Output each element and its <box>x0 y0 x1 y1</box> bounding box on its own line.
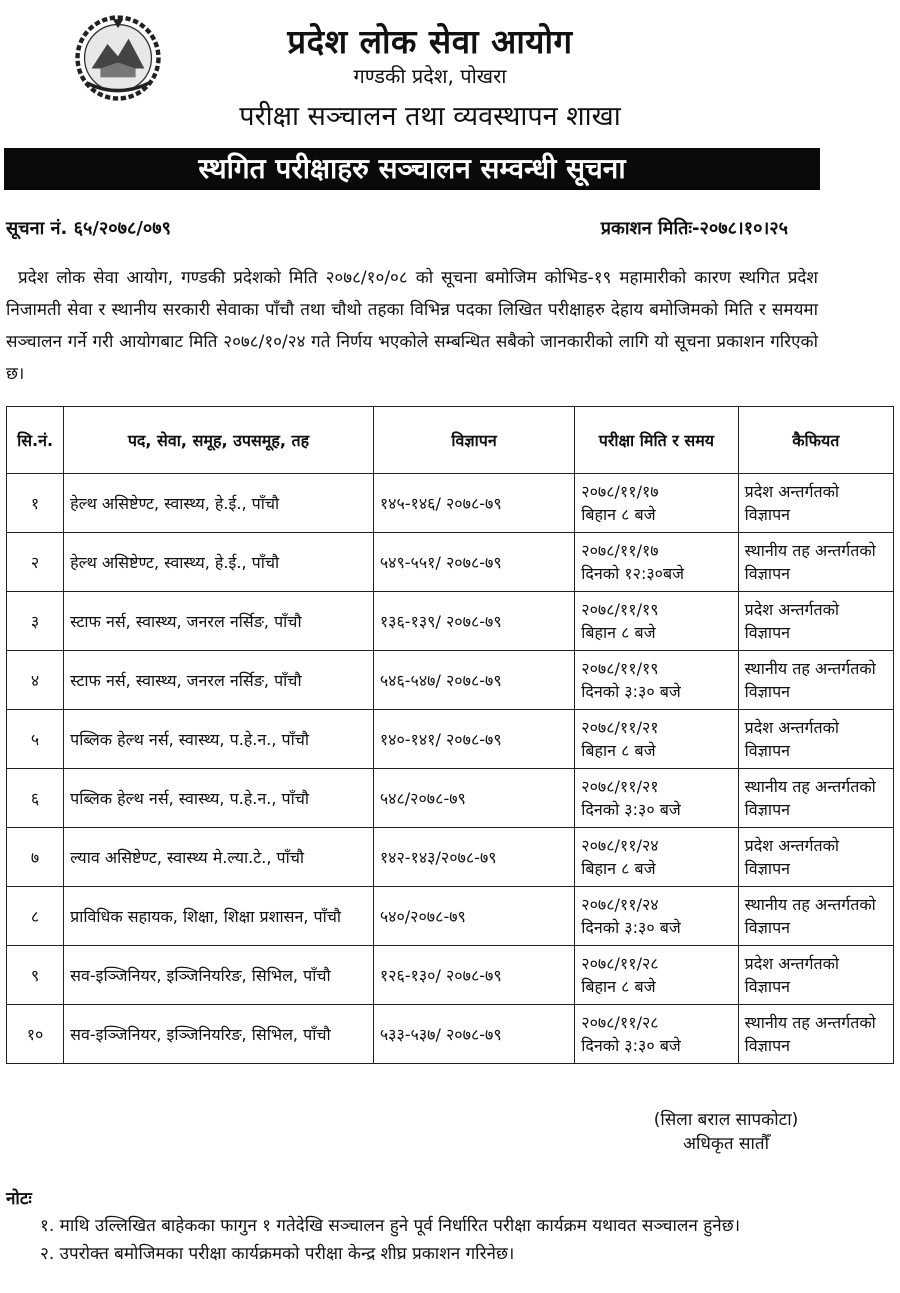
cell-exam-date <box>575 946 738 1005</box>
cell-remarks: स्थानीय तह अन्तर्गतको विज्ञापन <box>738 533 893 592</box>
cell-advertisement: १३६-१३९/ २०७८-७९ <box>373 592 574 651</box>
cell-post: स्टाफ नर्स, स्वास्थ्य, जनरल नर्सिङ, पाँचौ <box>64 592 374 651</box>
exam-date: २०७८/११/१९ <box>581 659 659 678</box>
table-row <box>7 710 894 769</box>
table-row <box>7 946 894 1005</box>
notice-number: सूचना नं. ६५/२०७८/०७९ <box>6 218 171 239</box>
exam-time: दिनको १२:३०बजे <box>581 564 684 583</box>
table-row <box>7 533 894 592</box>
notice-paragraph: प्रदेश लोक सेवा आयोग, गण्डकी प्रदेशको मिति २०७८/१०/०८ को सूचना बमोजिम कोभिड-१९ महामारीको कारण स्थगित प्रदेश निजामती सेवा र स्थानीय सरकारी सेवाका पाँचौ तथा चौथो तहका विभिन्न पदका लिखित परीक्षाहरु देहाय बमोजिमको मिति र समयमा सञ्चालन गर्ने गरी आयोगबाट मिति २०७८/१०/२४ गते निर्णय भएकोले सम्बन्धित सबैको जानकारीको लागि यो सूचना प्रकाशन गरिएको छ। <box>6 268 818 384</box>
exam-date: २०७८/११/२१ <box>581 718 659 737</box>
cell-remarks: स्थानीय तह अन्तर्गतको विज्ञापन <box>738 1005 893 1064</box>
org-name: प्रदेश लोक सेवा आयोग <box>287 22 573 61</box>
cell-sn: ४ <box>7 651 64 710</box>
table-header-row <box>7 407 894 474</box>
header-post: पद, सेवा, समूह, उपसमूह, तह <box>64 407 374 474</box>
cell-remarks: प्रदेश अन्तर्गतको विज्ञापन <box>738 710 893 769</box>
cell-advertisement: १४०-१४१/ २०७८-७९ <box>373 710 574 769</box>
cell-advertisement: १४५-१४६/ २०७८-७९ <box>373 474 574 533</box>
exam-time: बिहान ८ बजे <box>581 505 656 524</box>
signatory-name: (सिला बराल सापकोटा) <box>653 1110 799 1130</box>
cell-exam-date <box>575 769 738 828</box>
exam-date: २०७८/११/१७ <box>581 541 659 560</box>
nepal-emblem-icon <box>74 14 162 102</box>
exam-date: २०७८/११/२४ <box>581 895 659 914</box>
cell-advertisement: ५४९-५५१/ २०७८-७९ <box>373 533 574 592</box>
cell-sn: ७ <box>7 828 64 887</box>
exam-time: दिनको ३:३० बजे <box>581 682 681 701</box>
cell-sn: ९ <box>7 946 64 1005</box>
cell-remarks: प्रदेश अन्तर्गतको विज्ञापन <box>738 474 893 533</box>
exam-date: २०७८/११/१७ <box>581 482 659 501</box>
cell-remarks: प्रदेश अन्तर्गतको विज्ञापन <box>738 946 893 1005</box>
cell-advertisement: ५३३-५३७/ २०७८-७९ <box>373 1005 574 1064</box>
exam-time: दिनको ३:३० बजे <box>581 800 681 819</box>
cell-advertisement: १२६-१३०/ २०७८-७९ <box>373 946 574 1005</box>
cell-exam-date <box>575 592 738 651</box>
notice-title-banner: स्थगित परीक्षाहरु सञ्चालन सम्वन्धी सूचना <box>4 148 820 190</box>
cell-exam-date <box>575 533 738 592</box>
cell-sn: ८ <box>7 887 64 946</box>
header-exam-date: परीक्षा मिति र समय <box>575 407 738 474</box>
cell-post: पब्लिक हेल्थ नर्स, स्वास्थ्य, प.हे.न., पाँचौ <box>64 769 374 828</box>
cell-exam-date <box>575 1005 738 1064</box>
cell-exam-date <box>575 828 738 887</box>
org-location: गण्डकी प्रदेश, पोखरा <box>353 64 507 88</box>
cell-remarks: प्रदेश अन्तर्गतको विज्ञापन <box>738 592 893 651</box>
cell-post: प्राविधिक सहायक, शिक्षा, शिक्षा प्रशासन, पाँचौ <box>64 887 374 946</box>
cell-remarks: प्रदेश अन्तर्गतको विज्ञापन <box>738 828 893 887</box>
note-item: २. उपरोक्त बमोजिमका परीक्षा कार्यक्रमको परीक्षा केन्द्र शीघ्र प्रकाशन गरिनेछ। <box>40 1244 515 1264</box>
exam-date: २०७८/११/२८ <box>581 1013 659 1032</box>
header-advertisement: विज्ञापन <box>373 407 574 474</box>
cell-advertisement: ५४६-५४७/ २०७८-७९ <box>373 651 574 710</box>
cell-sn: ५ <box>7 710 64 769</box>
cell-post: सव-इञ्जिनियर, इञ्जिनियरिङ, सिभिल, पाँचौ <box>64 1005 374 1064</box>
cell-post: हेल्थ असिष्टेण्ट, स्वास्थ्य, हे.ई., पाँचौ <box>64 533 374 592</box>
cell-sn: १ <box>7 474 64 533</box>
exam-time: दिनको ३:३० बजे <box>581 918 681 937</box>
cell-post: स्टाफ नर्स, स्वास्थ्य, जनरल नर्सिङ, पाँचौ <box>64 651 374 710</box>
table-row <box>7 592 894 651</box>
cell-post: ल्याव असिष्टेण्ट, स्वास्थ्य मे.ल्या.टे., पाँचौ <box>64 828 374 887</box>
signatory-designation: अधिकृत सातौँ <box>683 1134 769 1154</box>
exam-time: बिहान ८ बजे <box>581 977 656 996</box>
exam-date: २०७८/११/२८ <box>581 954 659 973</box>
table-row <box>7 1005 894 1064</box>
exam-time: बिहान ८ बजे <box>581 859 656 878</box>
note-item: १. माथि उल्लिखित बाहेकका फागुन १ गतेदेखि सञ्चालन हुने पूर्व निर्धारित परीक्षा कार्यक्रम यथावत सञ्चालन हुनेछ। <box>40 1216 741 1236</box>
cell-post: सव-इञ्जिनियर, इञ्जिनियरिङ, सिभिल, पाँचौ <box>64 946 374 1005</box>
cell-remarks: स्थानीय तह अन्तर्गतको विज्ञापन <box>738 769 893 828</box>
table-row <box>7 474 894 533</box>
exam-time: दिनको ३:३० बजे <box>581 1036 681 1055</box>
cell-remarks: स्थानीय तह अन्तर्गतको विज्ञापन <box>738 887 893 946</box>
exam-date: २०७८/११/२४ <box>581 836 659 855</box>
cell-advertisement: ५४८/२०७८-७९ <box>373 769 574 828</box>
cell-sn: ३ <box>7 592 64 651</box>
publish-date: प्रकाशन मितिः-२०७८।१०।२५ <box>600 218 788 239</box>
notes-heading: नोटः <box>6 1189 32 1209</box>
notes-list <box>40 1212 740 1268</box>
exam-date: २०७८/११/२१ <box>581 777 659 796</box>
cell-sn: १० <box>7 1005 64 1064</box>
table-row <box>7 651 894 710</box>
table-row <box>7 769 894 828</box>
exam-schedule-table <box>6 406 894 1064</box>
cell-exam-date <box>575 474 738 533</box>
table-row <box>7 828 894 887</box>
table-row <box>7 887 894 946</box>
cell-remarks: स्थानीय तह अन्तर्गतको विज्ञापन <box>738 651 893 710</box>
exam-date: २०७८/११/१९ <box>581 600 659 619</box>
cell-sn: २ <box>7 533 64 592</box>
cell-post: हेल्थ असिष्टेण्ट, स्वास्थ्य, हे.ई., पाँचौ <box>64 474 374 533</box>
branch-name: परीक्षा सञ्चालन तथा व्यवस्थापन शाखा <box>239 101 621 132</box>
header-remarks: कैफियत <box>738 407 893 474</box>
cell-exam-date <box>575 887 738 946</box>
exam-time: बिहान ८ बजे <box>581 623 656 642</box>
cell-exam-date <box>575 710 738 769</box>
cell-post: पब्लिक हेल्थ नर्स, स्वास्थ्य, प.हे.न., पाँचौ <box>64 710 374 769</box>
header-sn: सि.नं. <box>7 407 64 474</box>
exam-time: बिहान ८ बजे <box>581 741 656 760</box>
cell-advertisement: ५४०/२०७८-७९ <box>373 887 574 946</box>
signature-block <box>636 1108 816 1156</box>
cell-sn: ६ <box>7 769 64 828</box>
cell-advertisement: १४२-१४३/२०७८-७९ <box>373 828 574 887</box>
cell-exam-date <box>575 651 738 710</box>
